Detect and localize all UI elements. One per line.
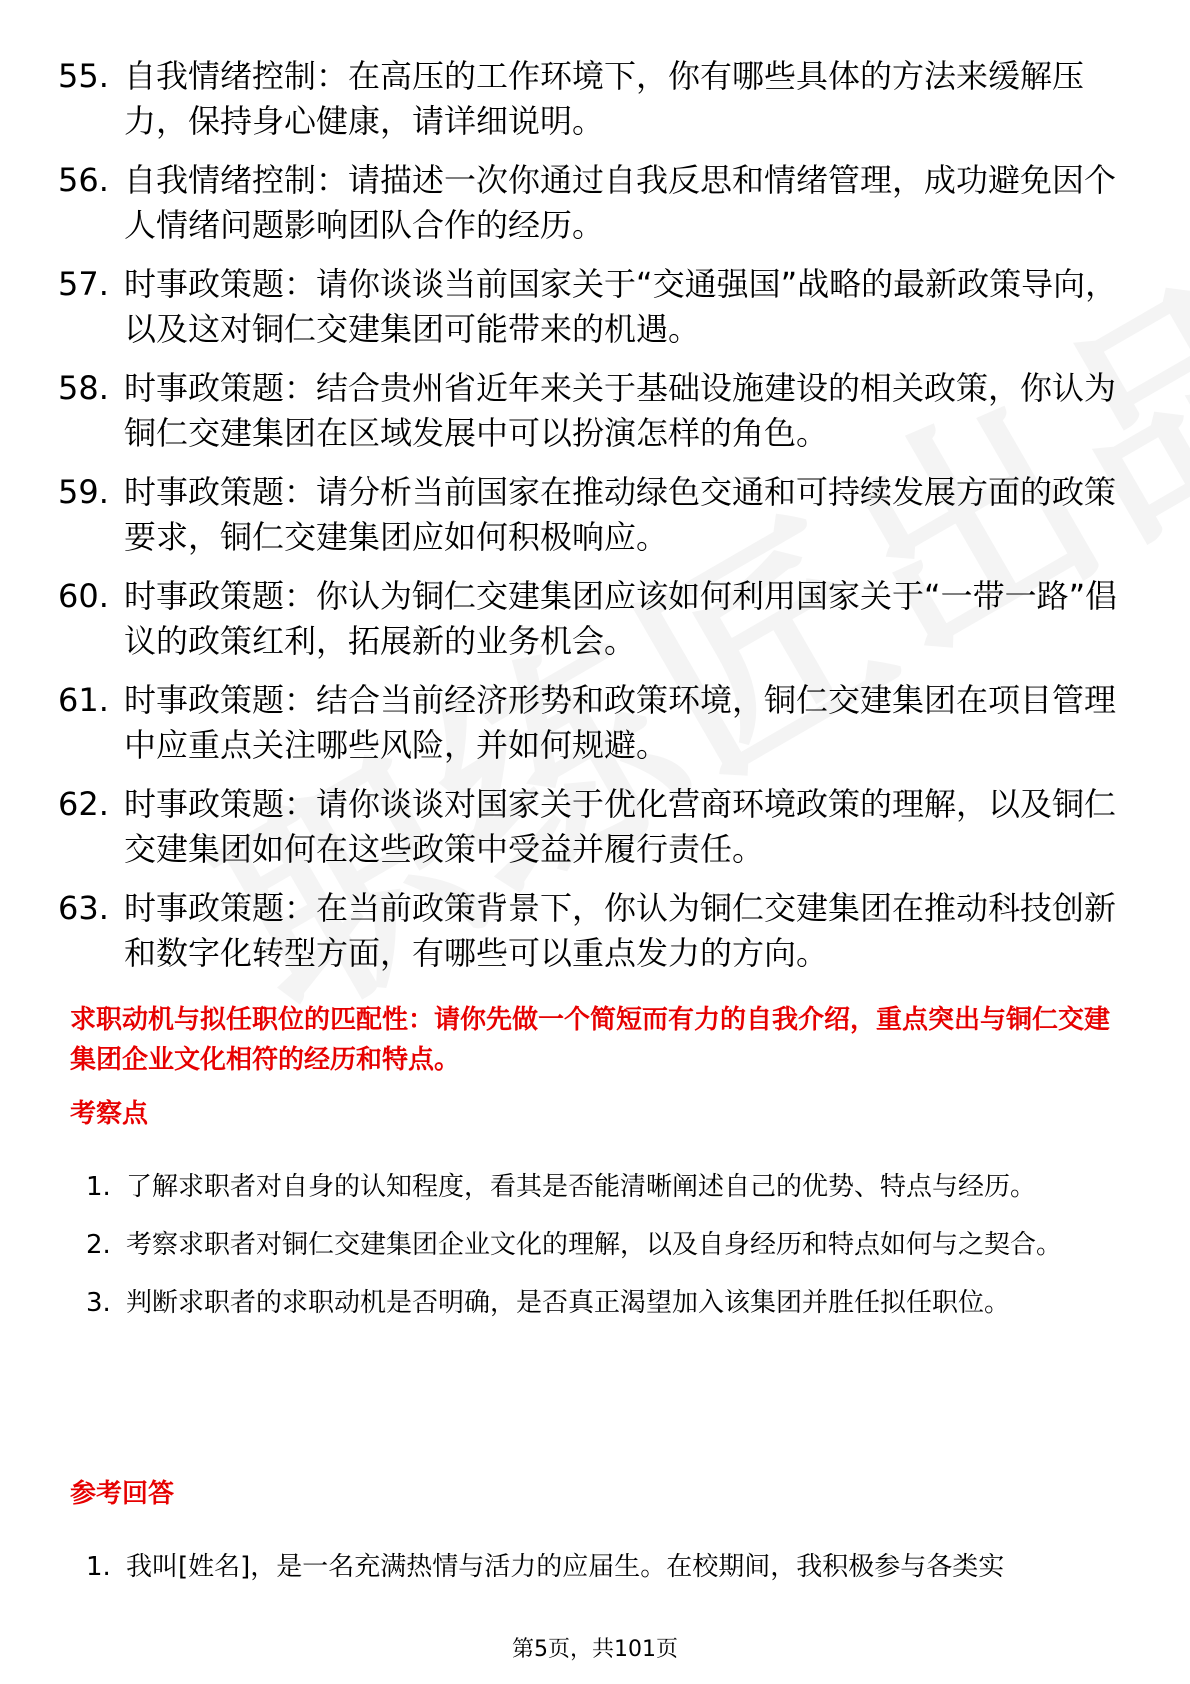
question-text: 时事政策题：结合贵州省近年来关于基础设施建设的相关政策，你认为铜仁交建集团在区域发展中可以扮演怎样的角色。 — [124, 369, 1117, 452]
list-item-number: 1. — [86, 1172, 111, 1202]
list-item-number: 1. — [86, 1552, 111, 1582]
question-item — [58, 886, 1138, 976]
list-item-number: 2. — [86, 1230, 111, 1260]
question-text: 时事政策题：结合当前经济形势和政策环境，铜仁交建集团在项目管理中应重点关注哪些风险，并如何规避。 — [124, 681, 1117, 764]
question-number: 55. — [58, 57, 109, 95]
list-item-number: 3. — [86, 1288, 111, 1318]
question-number: 59. — [58, 473, 109, 511]
list-item — [86, 1158, 1146, 1216]
question-item — [58, 574, 1138, 664]
answer-heading: 参考回答 — [70, 1479, 175, 1509]
question-item — [58, 782, 1138, 872]
question-item — [58, 54, 1138, 144]
list-item-text: 我叫[姓名]，是一名充满热情与活力的应届生。在校期间，我积极参与各类实 — [126, 1552, 1005, 1582]
list-item-text: 判断求职者的求职动机是否明确，是否真正渴望加入该集团并胜任拟任职位。 — [126, 1288, 1011, 1318]
question-text: 自我情绪控制：在高压的工作环境下，你有哪些具体的方法来缓解压力，保持身心健康，请详细说明。 — [124, 57, 1085, 140]
question-text: 时事政策题：请分析当前国家在推动绿色交通和可持续发展方面的政策要求，铜仁交建集团应如何积极响应。 — [124, 473, 1117, 556]
question-item — [58, 678, 1138, 768]
list-item-text: 考察求职者对铜仁交建集团企业文化的理解，以及自身经历和特点如何与之契合。 — [126, 1230, 1063, 1260]
section-title: 求职动机与拟任职位的匹配性：请你先做一个简短而有力的自我介绍，重点突出与铜仁交建集团企业文化相符的经历和特点。 — [70, 1005, 1111, 1075]
question-text: 时事政策题：请你谈谈对国家关于优化营商环境政策的理解，以及铜仁交建集团如何在这些政策中受益并履行责任。 — [124, 785, 1117, 868]
question-number: 63. — [58, 889, 109, 927]
question-number: 60. — [58, 577, 109, 615]
question-item — [58, 470, 1138, 560]
question-item — [58, 262, 1138, 352]
question-list — [58, 54, 1138, 990]
list-item-text: 了解求职者对自身的认知程度，看其是否能清晰阐述自己的优势、特点与经历。 — [126, 1172, 1037, 1202]
question-text: 时事政策题：请你谈谈当前国家关于“交通强国”战略的最新政策导向，以及这对铜仁交建集团可能带来的机遇。 — [124, 265, 1118, 348]
page-footer: 第5页，共101页 — [512, 1637, 678, 1662]
points-list — [86, 1158, 1146, 1332]
question-number: 58. — [58, 369, 109, 407]
list-item — [86, 1538, 1146, 1596]
question-number: 56. — [58, 161, 109, 199]
question-number: 57. — [58, 265, 109, 303]
question-number: 62. — [58, 785, 109, 823]
answers-list — [86, 1538, 1146, 1596]
question-number: 61. — [58, 681, 109, 719]
question-item — [58, 366, 1138, 456]
list-item — [86, 1216, 1146, 1274]
points-heading: 考察点 — [70, 1099, 149, 1129]
question-text: 自我情绪控制：请描述一次你通过自我反思和情绪管理，成功避免因个人情绪问题影响团队合作的经历。 — [124, 161, 1117, 244]
question-item — [58, 158, 1138, 248]
question-text: 时事政策题：在当前政策背景下，你认为铜仁交建集团在推动科技创新和数字化转型方面，有哪些可以重点发力的方向。 — [124, 889, 1117, 972]
list-item — [86, 1274, 1146, 1332]
question-text: 时事政策题：你认为铜仁交建集团应该如何利用国家关于“一带一路”倡议的政策红利，拓展新的业务机会。 — [124, 577, 1118, 660]
